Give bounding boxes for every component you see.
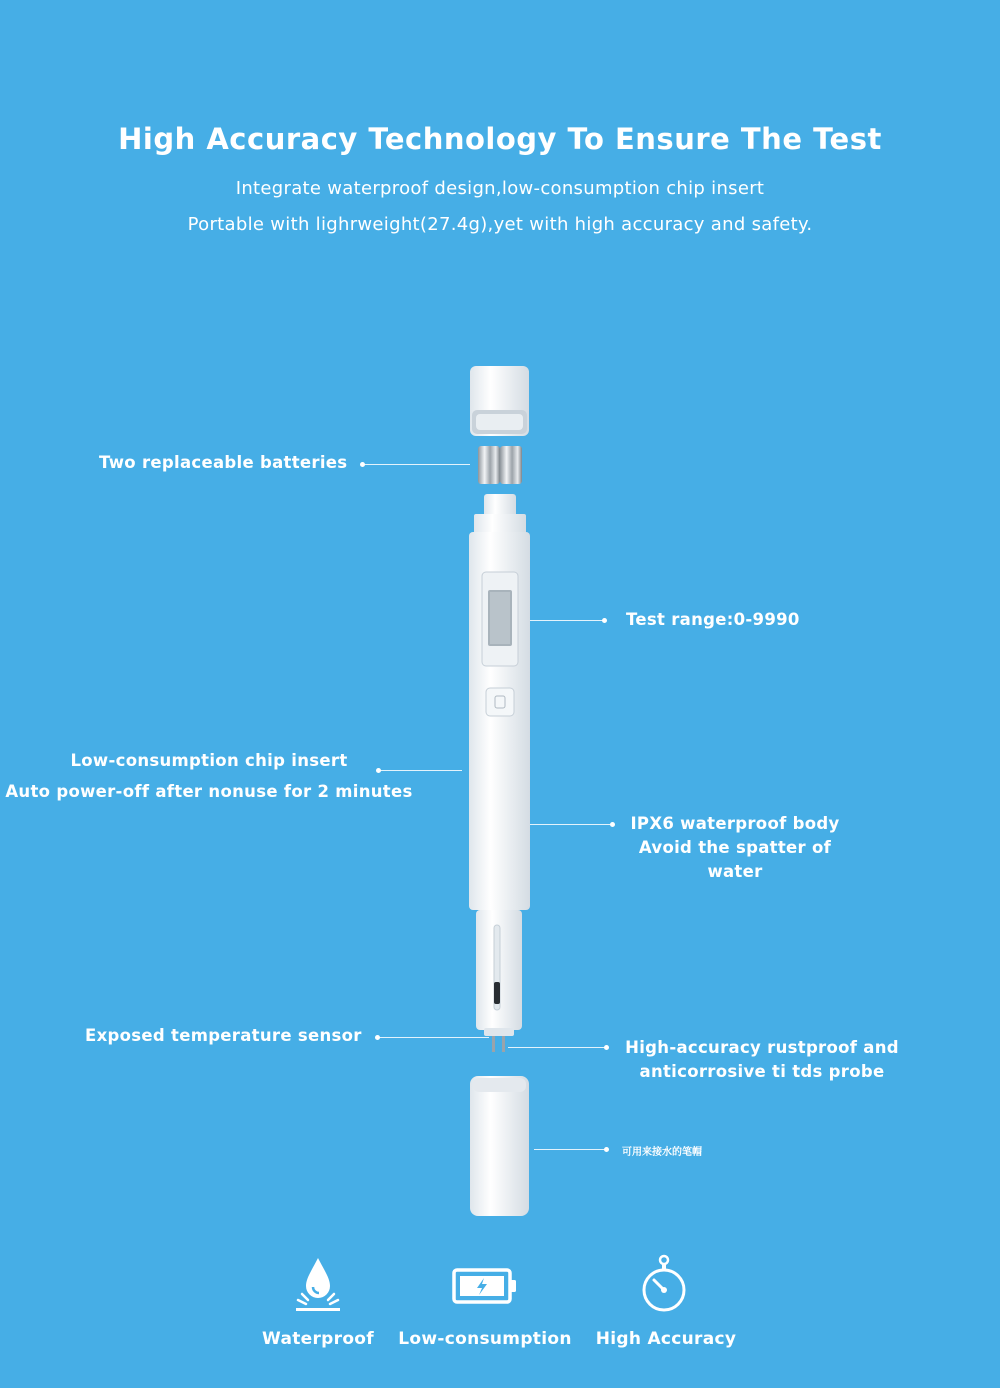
callout-chip-line-2: Auto power-off after nonuse for 2 minutes (5, 782, 413, 801)
callout-probe-line-1: High-accuracy rustproof and (625, 1038, 899, 1057)
callout-line (362, 464, 470, 465)
feature-high-accuracy-label: High Accuracy (595, 1329, 737, 1349)
callout-probe-line-2: anticorrosive ti tds probe (639, 1062, 885, 1081)
subtitle-line-1: Integrate waterproof design,low-consumption chip insert (235, 178, 765, 199)
stopwatch-icon (638, 1254, 690, 1314)
callout-line (530, 824, 612, 825)
callout-cap: 可用来接水的笔帽 (622, 1147, 702, 1158)
water-drop-icon (292, 1254, 344, 1316)
callout-dot (604, 1147, 609, 1152)
feature-low-consumption-label: Low-consumption (398, 1329, 572, 1349)
callout-dot (604, 1045, 609, 1050)
callout-test-range: Test range:0-9990 (626, 610, 800, 629)
callout-dot (602, 618, 607, 623)
subtitle-line-2: Portable with lighrweight(27.4g),yet with high accuracy and safety. (187, 214, 813, 235)
pen-body (469, 532, 530, 910)
feature-waterproof-label: Waterproof (262, 1329, 374, 1349)
callout-line (378, 770, 462, 771)
callout-batteries: Two replaceable batteries (99, 453, 348, 472)
callout-chip-line-1: Low-consumption chip insert (70, 751, 348, 770)
top-cap (470, 366, 529, 436)
callout-line (530, 620, 604, 621)
callout-line (534, 1149, 606, 1150)
batteries (478, 446, 522, 484)
page-title: High Accuracy Technology To Ensure The Test (118, 122, 882, 156)
battery-icon (452, 1268, 518, 1306)
probe-housing (476, 910, 522, 1052)
callout-temp-sensor: Exposed temperature sensor (85, 1026, 362, 1045)
callout-line (377, 1037, 489, 1038)
callout-waterproof-line-1: IPX6 waterproof body (630, 814, 840, 833)
bottom-cap (470, 1076, 529, 1216)
tds-pen-illustration (440, 360, 560, 1220)
callout-line (508, 1047, 606, 1048)
callout-waterproof-line-2: Avoid the spatter of water (638, 838, 832, 881)
